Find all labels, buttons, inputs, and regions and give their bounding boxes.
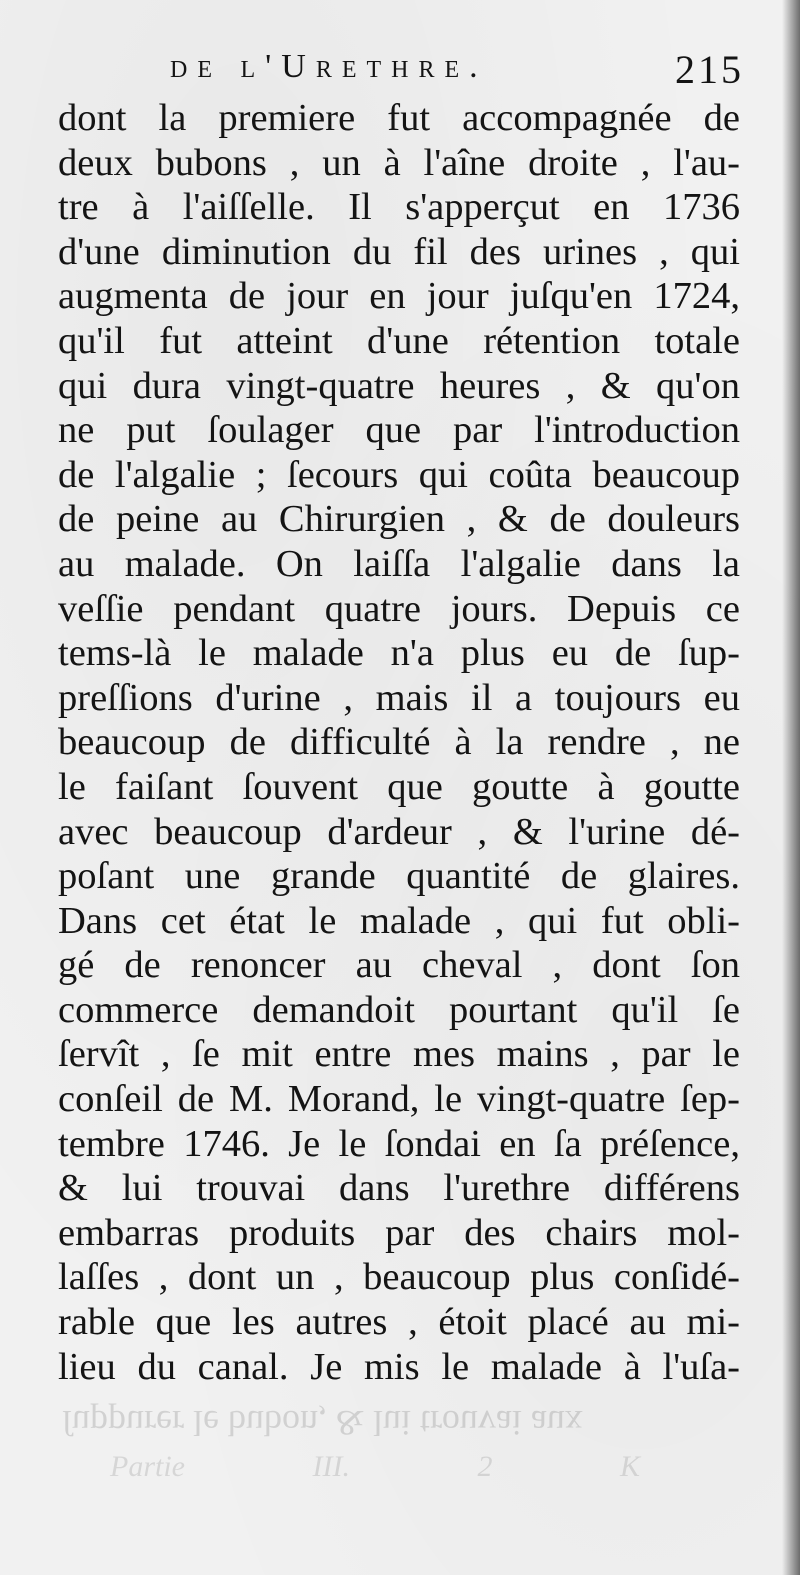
text-line: tre à l'aiſſelle. Il s'apperçut en 1736 [58, 186, 740, 229]
text-line: augmenta de jour en jour juſqu'en 1724, [58, 275, 740, 318]
text-line: tems-là le malade n'a plus eu de ſup- [58, 632, 740, 675]
show-through-text: ſuppurer le bubon, & lui trouvai aux [62, 1403, 583, 1443]
text-line: & lui trouvai dans l'urethre différens [58, 1167, 740, 1210]
text-line: Dans cet état le malade , qui fut obli- [58, 899, 740, 942]
text-line: veſſie pendant quatre jours. Depuis ce [58, 587, 740, 630]
text-line: poſant une grande quantité de glaires. [58, 855, 740, 898]
text-line: qu'il fut atteint d'une rétention totale [58, 319, 740, 362]
text-line: d'une diminution du fil des urines , qui [58, 230, 740, 273]
page-number: 215 [675, 47, 744, 92]
show-through-signature: Partie III. 2 K [110, 1450, 640, 1483]
text-line: deux bubons , un à l'aîne droite , l'au- [58, 141, 740, 184]
text-line: tembre 1746. Je le ſondai en ſa préſence, [58, 1122, 740, 1165]
text-line: laſſes , dont un , beaucoup plus conſidé- [58, 1256, 740, 1299]
text-line: commerce demandoit pourtant qu'il ſe [58, 988, 740, 1031]
text-line: de l'algalie ; ſecours qui coûta beaucoup [58, 453, 740, 496]
page-text [58, 96, 740, 1389]
text-line: le faiſant ſouvent que goutte à goutte [58, 765, 740, 808]
text-line: dont la premiere fut accompagnée de [58, 97, 740, 139]
text-line: au malade. On laiſſa l'algalie dans la [58, 542, 740, 585]
text-line: de peine au Chirurgien , & de douleurs [58, 498, 740, 541]
running-head: de l'Urethre. [170, 48, 488, 85]
text-line: avec beaucoup d'ardeur , & l'urine dé- [58, 810, 740, 853]
text-line: conſeil de M. Morand, le vingt-quatre ſep- [58, 1078, 740, 1121]
text-line: preſſions d'urine , mais il a toujours eu [58, 676, 740, 719]
text-line: qui dura vingt-quatre heures , & qu'on [58, 364, 740, 407]
text-line: rable que les autres , étoit placé au mi- [58, 1301, 740, 1344]
text-line: lieu du canal. Je mis le malade à l'uſa- [58, 1345, 740, 1388]
text-line: ne put ſoulager que par l'introduction [58, 409, 740, 452]
text-line: ſervît , ſe mit entre mes mains , par le [58, 1033, 740, 1076]
text-line: beaucoup de difficulté à la rendre , ne [58, 721, 740, 764]
text-line: embarras produits par des chairs mol- [58, 1211, 740, 1254]
text-line: gé de renoncer au cheval , dont ſon [58, 944, 740, 987]
